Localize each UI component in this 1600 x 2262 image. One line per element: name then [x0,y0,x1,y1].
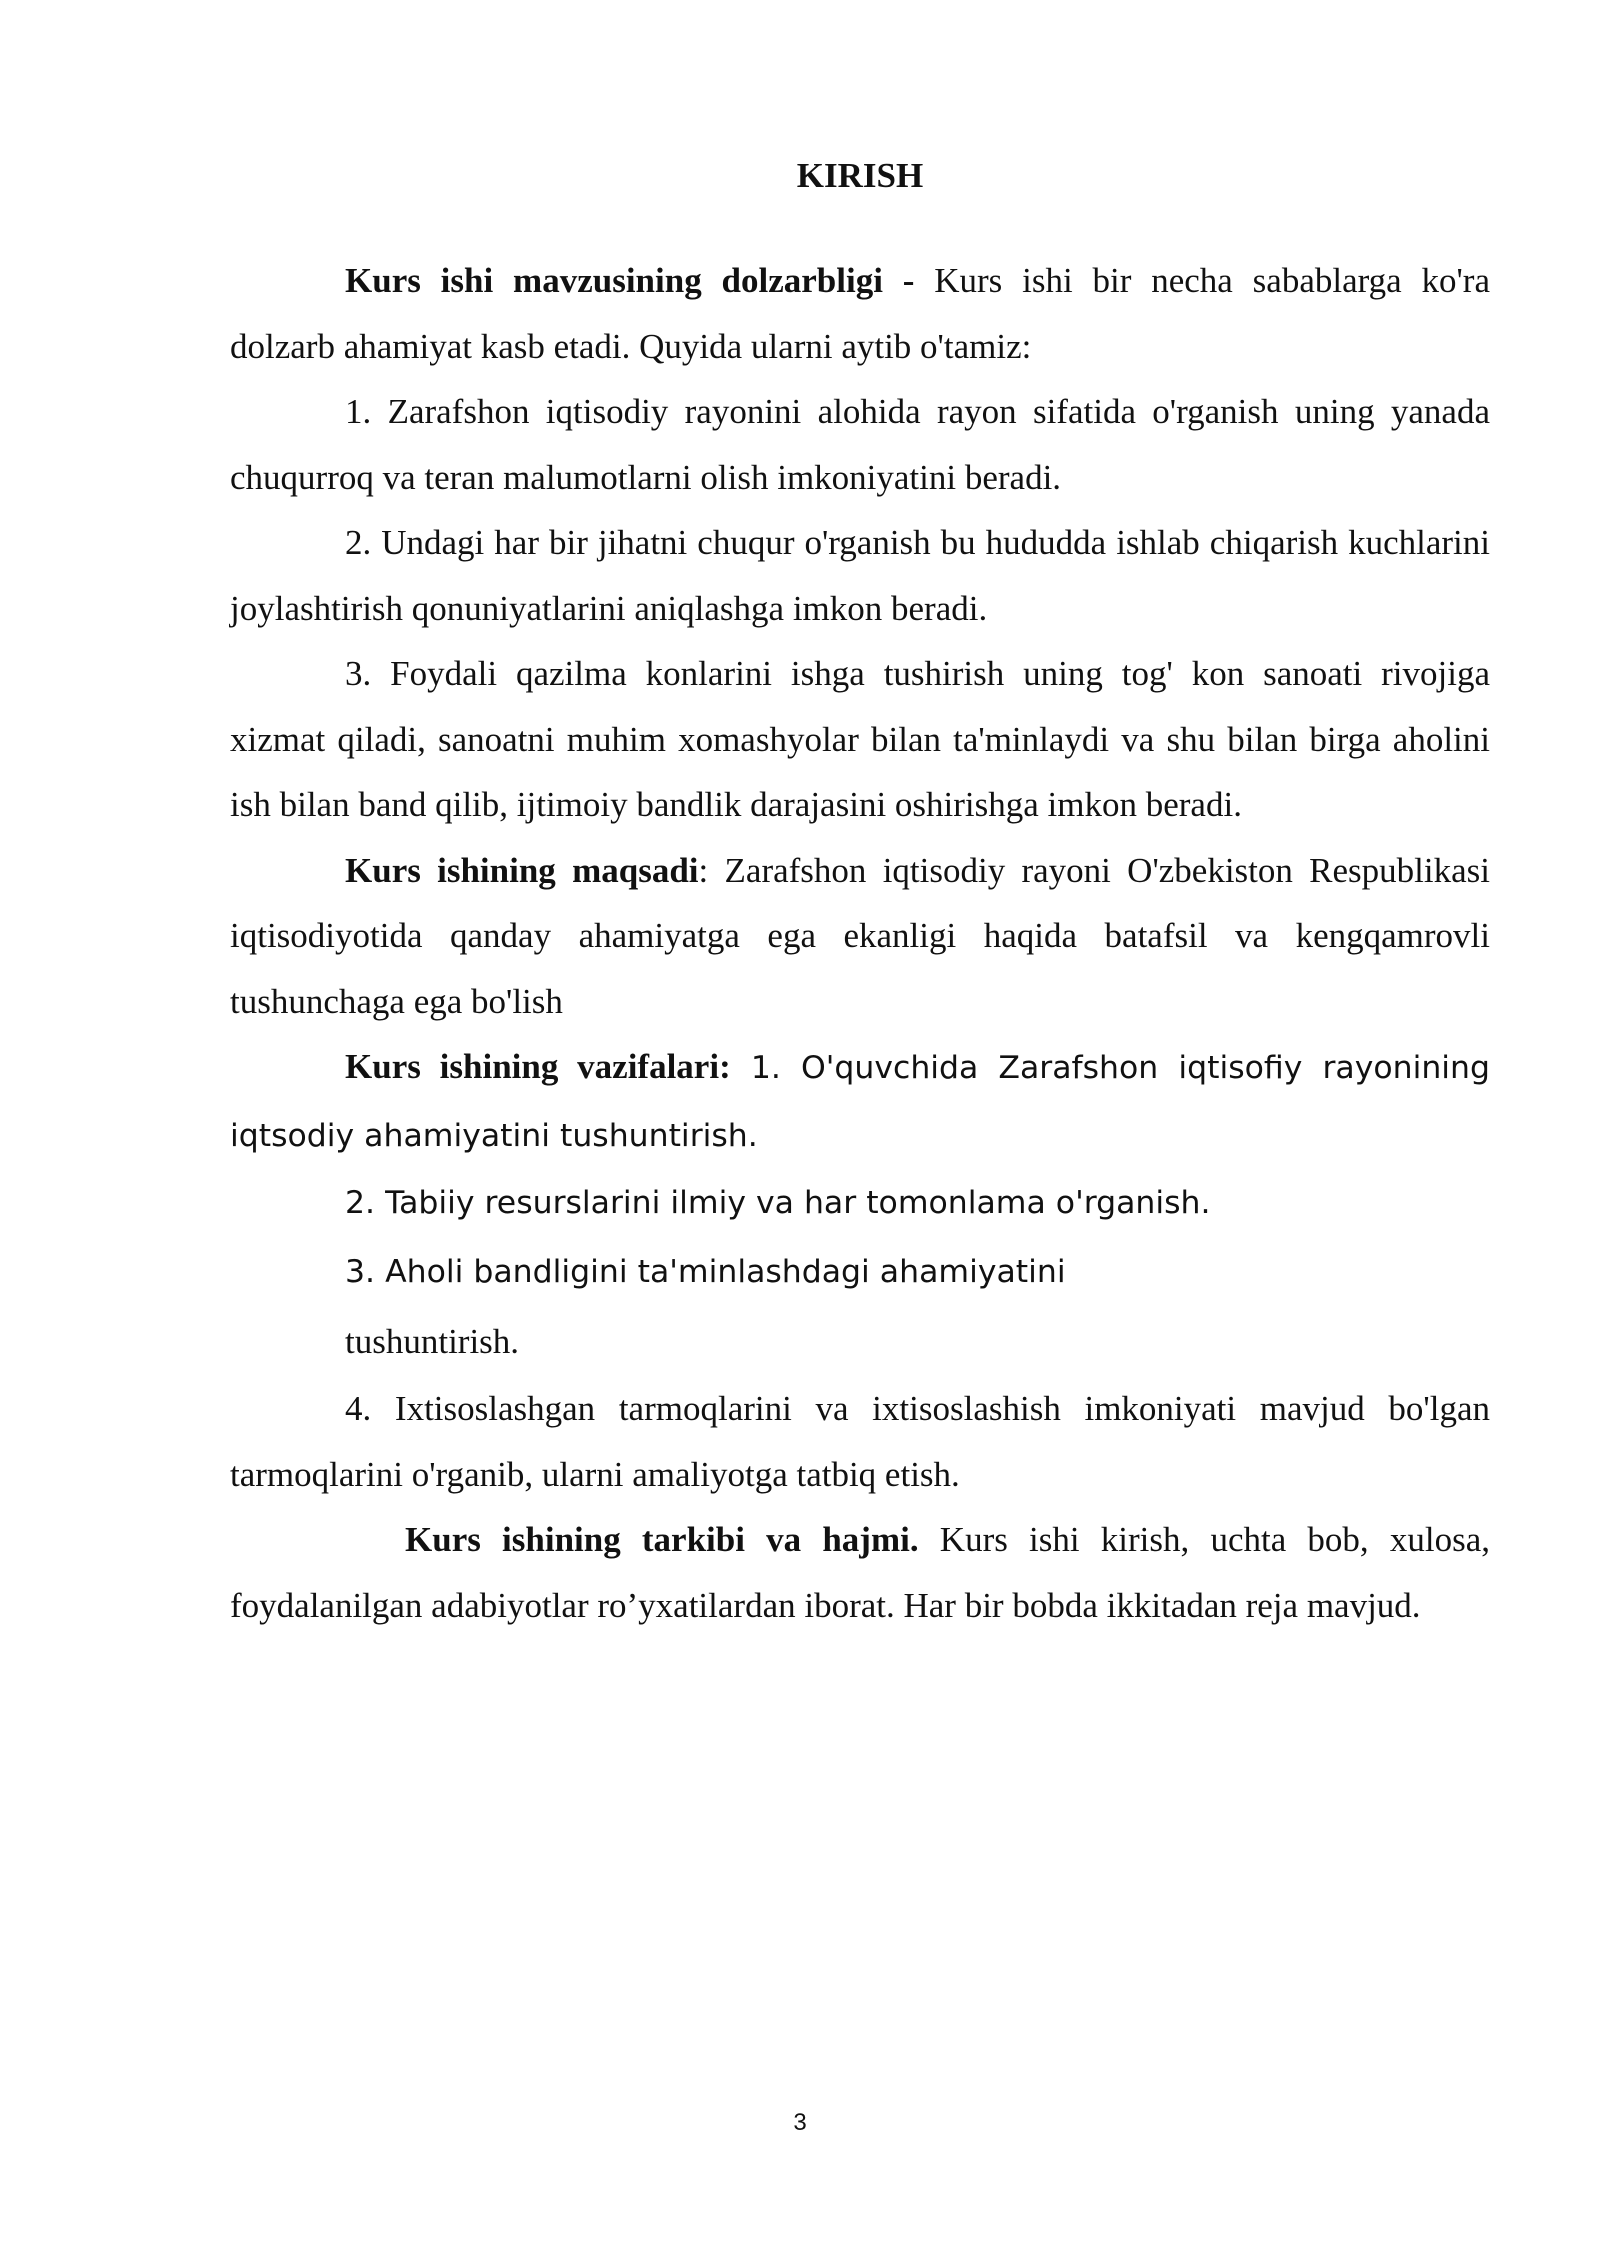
task-item-4: 4. Ixtisoslashgan tarmoqlarini va ixtisoslashish imkoniyati mavjud bo'lgan tarmoqlarini o'rganib, ularni amaliyotga tatbiq etish. [230,1389,1490,1494]
page-number: 3 [793,2109,807,2136]
goal-text: : Zarafshon iqtisodiy rayoni O'zbekiston Respublikasi iqtisodiyotida qanday ahamiyatga ega ekanligi haqida batafsil va kengqamrovli tushunchaga ega bo'lish [230,850,1490,1021]
reason-item-2: 2. Undagi har bir jihatni chuqur o'rganish bu hududda ishlab chiqarish kuchlarini joylashtirish qonuniyatlarini aniqlashga imkon beradi. [230,523,1490,628]
structure-paragraph [230,1507,1490,1638]
reason-item-3: 3. Foydali qazilma konlarini ishga tushirish uning tog' kon sanoati rivojiga xizmat qiladi, sanoatni muhim xomashyolar bilan ta'minlaydi va shu bilan birga aholini ish bilan band qilib, ijtimoiy bandlik darajasini oshirishga imkon beradi. [230,654,1490,824]
task-item-3-continuation: tushuntirish. [345,1322,520,1361]
structure-text: Kurs ishi kirish, uchta bob, xulosa, foydalanilgan adabiyotlar ro’yxatilardan iborat. Har bir bobda ikkitadan reja mavjud. [230,1520,1490,1625]
page-title: KIRISH [796,156,924,195]
task-item-1: 1. O'quvchida Zarafshon iqtisofiy rayonining iqtsodiy ahamiyatini tushuntirish. [230,1050,1490,1154]
task-item-2: 2. Tabiiy resurslarini ilmiy va har tomonlama o'rganish. [345,1185,1211,1221]
structure-heading: Kurs ishining tarkibi va hajmi. [405,1520,919,1559]
task-item-3: 3. Aholi bandligini ta'minlashdagi ahamiyatini [345,1254,1066,1290]
goal-heading: Kurs ishining maqsadi [345,850,699,890]
reason-item-1: 1. Zarafshon iqtisodiy rayonini alohida rayon sifatida o'rganish uning yanada chuqurroq va teran malumotlarni olish imkoniyatini beradi. [230,392,1490,497]
relevance-heading: Kurs ishi mavzusining dolzarbligi - [345,261,915,300]
relevance-text: Kurs ishi bir necha sabablarga ko'ra dolzarb ahamiyat kasb etadi. Quyida ularni aytib o'tamiz: [230,261,1490,366]
tasks-heading: Kurs ishining vazifalari: [345,1047,731,1086]
relevance-paragraph [230,248,1490,379]
goal-paragraph [230,838,1490,1035]
tasks-paragraph [230,1034,1490,1169]
